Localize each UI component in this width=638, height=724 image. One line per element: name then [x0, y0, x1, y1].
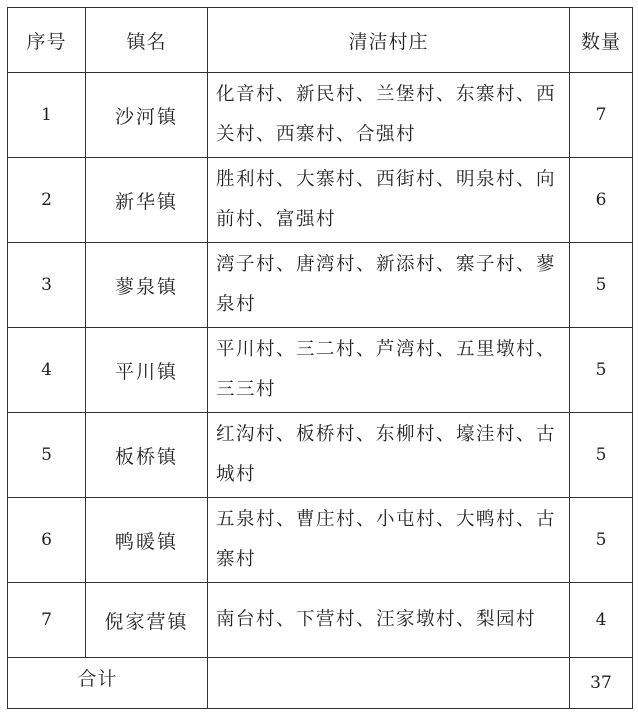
total-label: 合计	[77, 667, 118, 690]
row-villages: 五泉村、曹庄村、小屯村、大鸭村、古寨村	[208, 498, 570, 583]
header-villages: 清洁村庄	[208, 8, 570, 73]
row-town: 鸭暖镇	[86, 498, 208, 583]
table-row	[8, 413, 633, 498]
header-count: 数量	[570, 8, 633, 73]
table-row	[8, 583, 633, 658]
header-town: 镇名	[86, 8, 208, 73]
row-index: 4	[8, 328, 86, 413]
row-villages: 化音村、新民村、兰堡村、东寨村、西关村、西寨村、合强村	[208, 73, 570, 158]
header-row	[8, 8, 633, 73]
table-row	[8, 498, 633, 583]
table-row	[8, 328, 633, 413]
row-count: 7	[570, 73, 633, 158]
row-town: 平川镇	[86, 328, 208, 413]
row-index: 1	[8, 73, 86, 158]
row-index: 7	[8, 583, 86, 658]
row-count: 5	[570, 243, 633, 328]
table-row	[8, 243, 633, 328]
row-town: 沙河镇	[86, 73, 208, 158]
total-count: 37	[570, 658, 633, 709]
total-label-cell	[8, 658, 208, 709]
clean-villages-table	[7, 7, 633, 709]
row-town: 板桥镇	[86, 413, 208, 498]
total-row	[8, 658, 633, 709]
row-villages: 南台村、下营村、汪家墩村、梨园村	[208, 583, 570, 658]
row-villages: 平川村、三二村、芦湾村、五里墩村、三三村	[208, 328, 570, 413]
row-index: 3	[8, 243, 86, 328]
row-town: 蓼泉镇	[86, 243, 208, 328]
row-count: 6	[570, 158, 633, 243]
header-index: 序号	[8, 8, 86, 73]
row-town: 新华镇	[86, 158, 208, 243]
table-row	[8, 73, 633, 158]
row-count: 5	[570, 328, 633, 413]
total-empty-cell	[208, 658, 570, 709]
row-villages: 胜利村、大寨村、西街村、明泉村、向前村、富强村	[208, 158, 570, 243]
row-villages: 湾子村、唐湾村、新添村、寨子村、蓼泉村	[208, 243, 570, 328]
row-count: 5	[570, 413, 633, 498]
row-town: 倪家营镇	[86, 583, 208, 658]
row-count: 4	[570, 583, 633, 658]
row-index: 5	[8, 413, 86, 498]
table-row	[8, 158, 633, 243]
row-villages: 红沟村、板桥村、东柳村、壕洼村、古城村	[208, 413, 570, 498]
row-index: 2	[8, 158, 86, 243]
row-index: 6	[8, 498, 86, 583]
row-count: 5	[570, 498, 633, 583]
